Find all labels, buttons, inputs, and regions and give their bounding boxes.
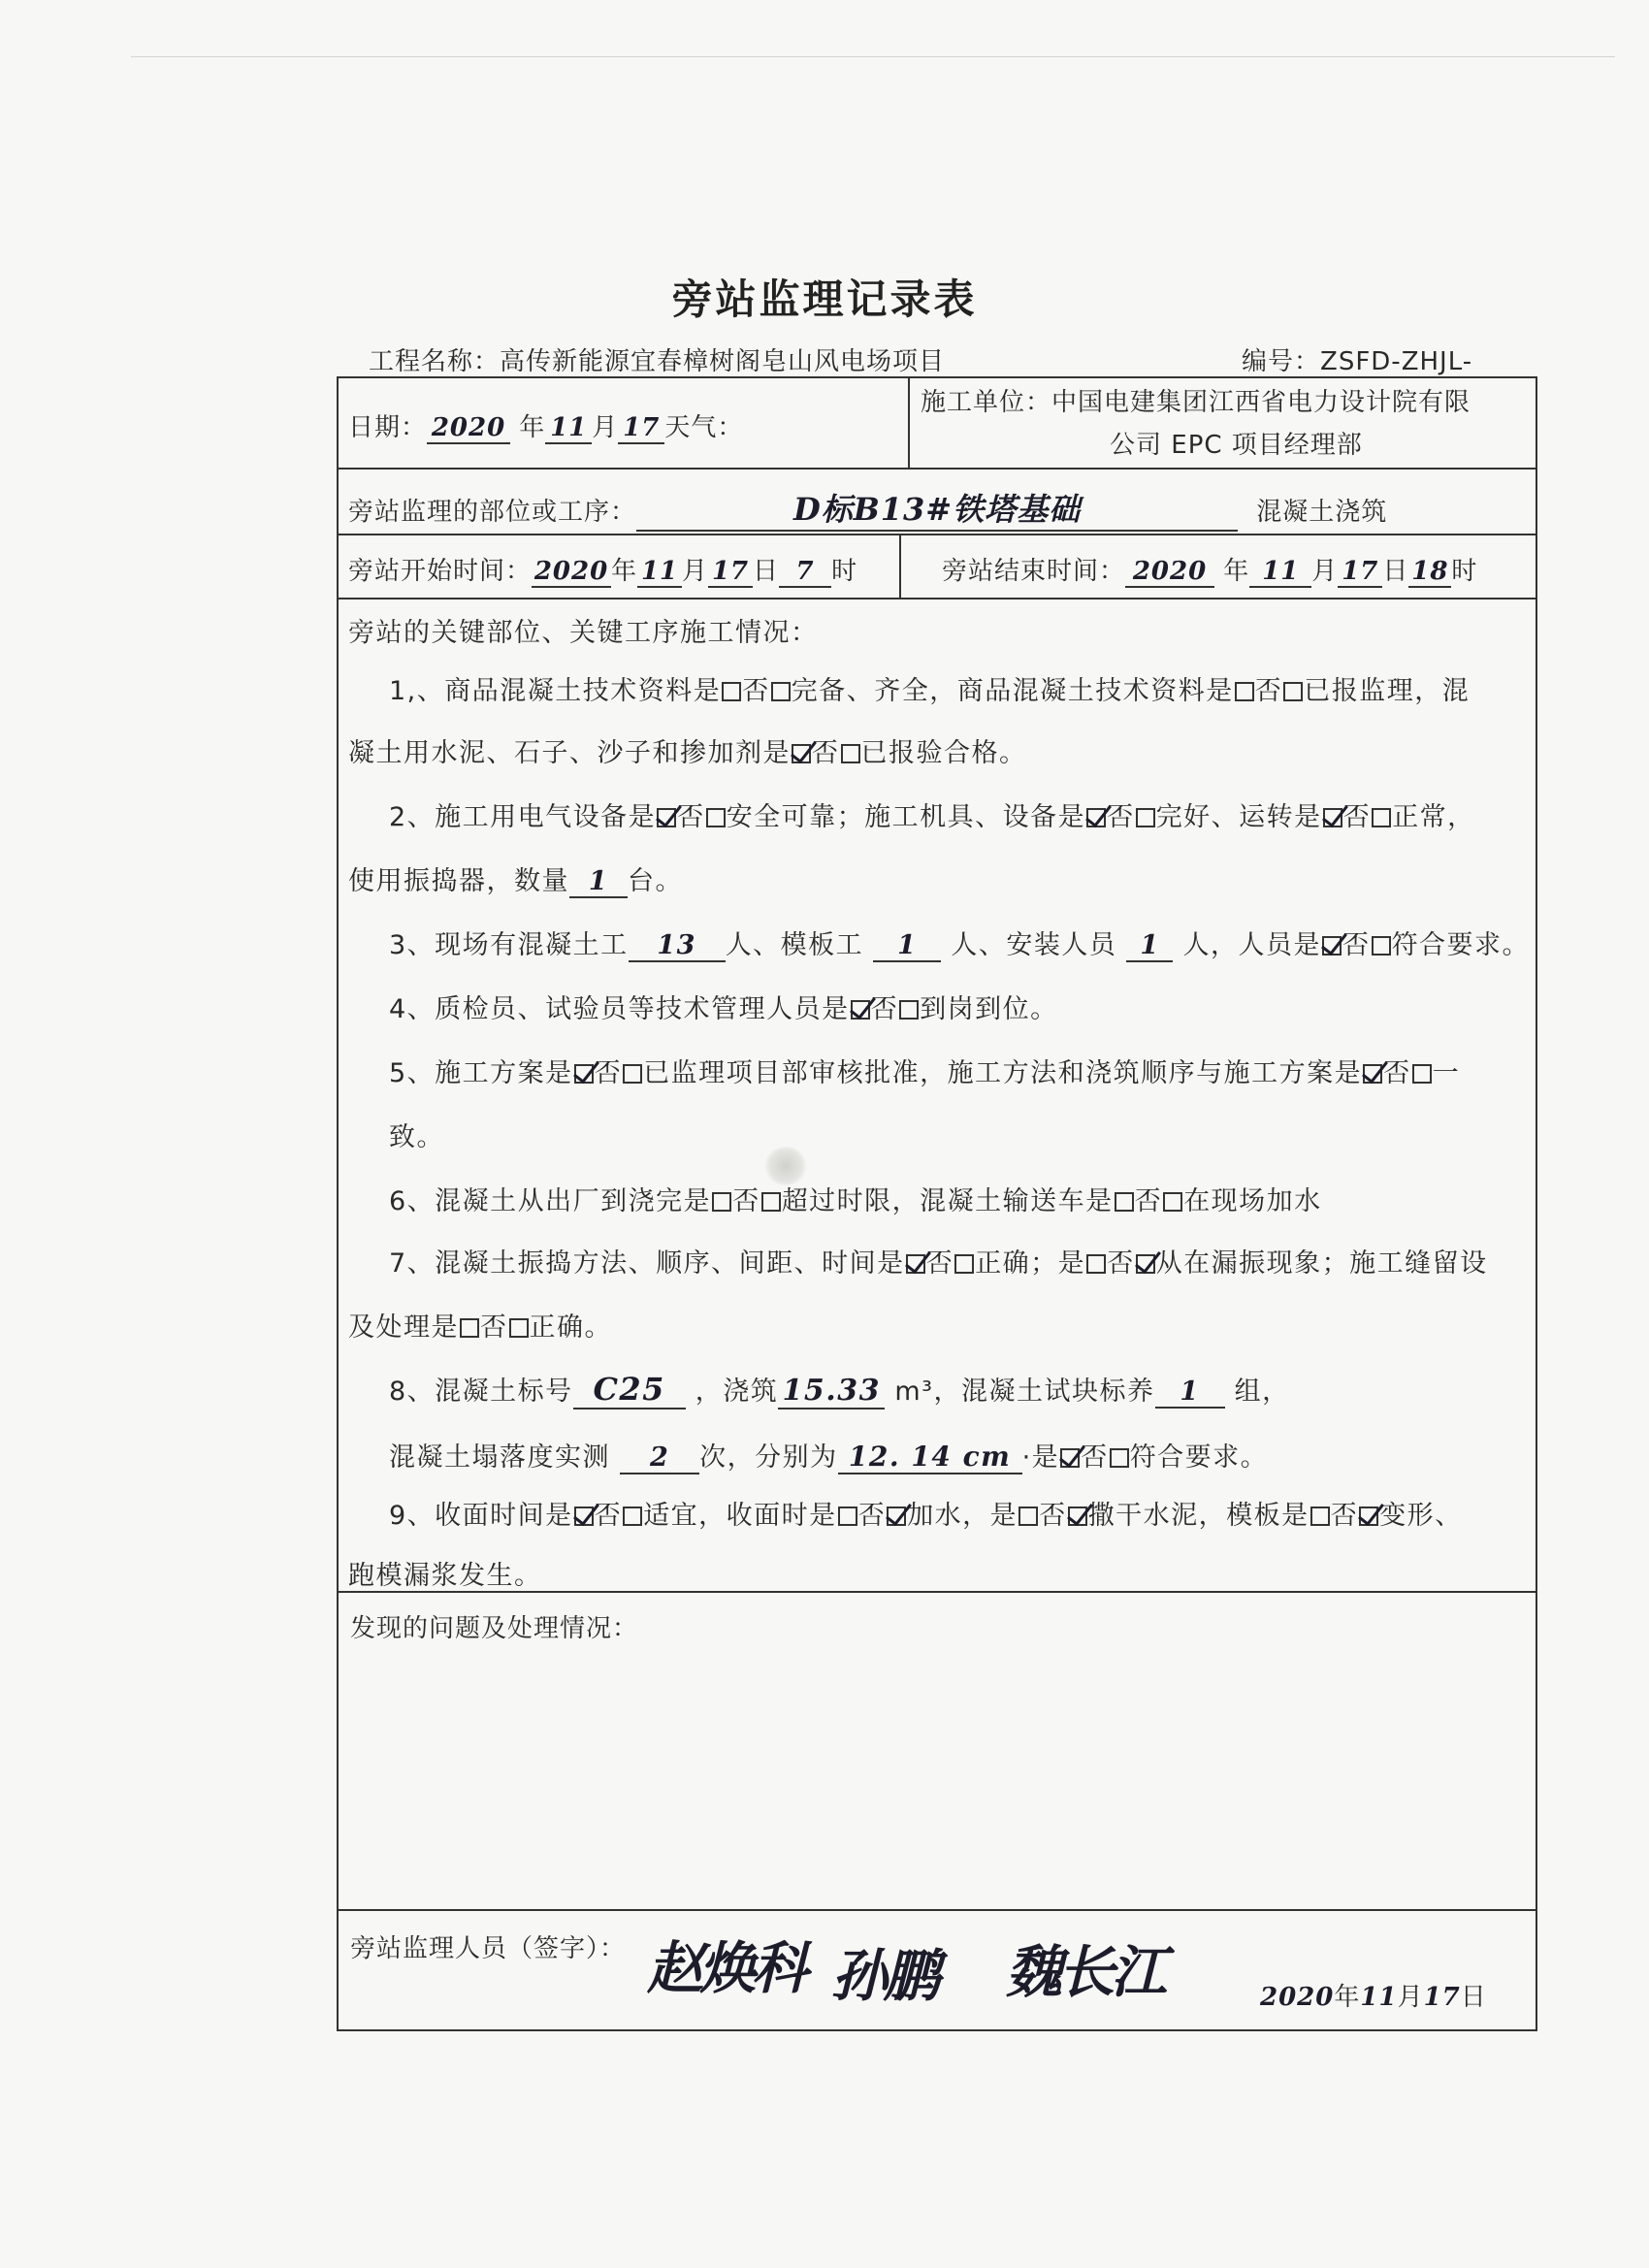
checkbox-unchecked [1136, 808, 1155, 827]
contractor-label: 施工单位： [921, 388, 1052, 417]
form-title: 旁站监理记录表 [671, 275, 978, 323]
checkbox-checked [906, 1254, 925, 1274]
date-label: 日期： [348, 413, 428, 442]
pour-volume: 15.33 [778, 1374, 885, 1409]
checkbox-unchecked [1086, 1254, 1106, 1274]
checkbox-unchecked [722, 682, 741, 701]
checkbox-checked [851, 1000, 870, 1020]
checkbox-unchecked [899, 1000, 919, 1020]
checkbox-checked [574, 1507, 594, 1526]
checkbox-unchecked [1163, 1192, 1182, 1212]
end-day: 17 [1338, 557, 1382, 588]
item-2-line-1: 2、施工用电气设备是 否 安全可靠；施工机具、设备是 否 完好、运转是 否 正常， [389, 802, 1475, 832]
end-hour: 18 [1408, 557, 1451, 588]
start-month: 11 [637, 557, 682, 588]
checkbox-checked [1359, 1507, 1378, 1526]
unit-hour: 时 [1451, 557, 1478, 586]
date-day: 17 [618, 413, 664, 444]
end-time-label: 旁站结束时间： [942, 557, 1126, 586]
code-label: 编号： [1242, 347, 1321, 376]
contractor-cell-line2 [1110, 425, 1363, 461]
checkbox-unchecked [509, 1318, 529, 1338]
checkbox-checked [1060, 1448, 1080, 1468]
unit-month: 月 [1311, 557, 1339, 586]
checkbox-checked [1323, 808, 1342, 827]
checkbox-unchecked [1235, 682, 1254, 701]
item-7-line-2: 及处理是 否 正确。 [348, 1312, 612, 1343]
signature-2: 孙鹏 [831, 1943, 937, 2009]
contractor-name-line2: 公司 EPC 项目经理部 [1110, 431, 1363, 460]
checkbox-unchecked [771, 682, 791, 701]
checkbox-checked [887, 1507, 906, 1526]
signature-1: 赵焕科 [647, 1935, 805, 2001]
item-8-line-2: 混凝土塌落度实测 2 次，分别为 12. 14 cm ·是 否 符合要求。 [389, 1441, 1269, 1473]
end-time-cell [942, 551, 1477, 588]
issues-label: 发现的问题及处理情况： [350, 1614, 639, 1643]
row-divider [339, 468, 1536, 470]
checkbox-checked [657, 808, 676, 827]
item-1-line-1: 1,、商品混凝土技术资料是 否 完备、齐全，商品混凝土技术资料是 否 已报监理，混 [389, 676, 1471, 706]
start-hour: 7 [779, 557, 831, 588]
checkbox-checked [574, 1064, 594, 1084]
item-7-line-1: 7、混凝土振捣方法、顺序、间距、时间是 否 正确；是 否 从在漏振现象；施工缝留设 [389, 1248, 1488, 1279]
end-year: 2020 [1125, 557, 1214, 588]
unit-month: 月 [682, 557, 709, 586]
start-year: 2020 [532, 557, 611, 588]
checkbox-checked [1322, 936, 1342, 956]
project-name-line [369, 341, 945, 377]
signature-date: 2020年11月17日 [1260, 1983, 1487, 2012]
col-divider [899, 534, 901, 598]
date-cell [348, 407, 743, 444]
unit-year: 年 [1223, 557, 1250, 586]
checkbox-unchecked [623, 1507, 642, 1526]
checkbox-unchecked [712, 1192, 731, 1212]
sig-date-month: 11 [1360, 1983, 1398, 2012]
item-5-line-1: 5、施工方案是 否 已监理项目部审核批准，施工方法和浇筑顺序与施工方案是 否 一 [389, 1058, 1461, 1088]
checkbox-unchecked [761, 1192, 781, 1212]
item-9-line-2: 跑模漏浆发生。 [348, 1561, 542, 1591]
unit-year: 年 [611, 557, 638, 586]
item-2-line-2: 使用振捣器，数量 1 台。 [348, 866, 683, 896]
installers: 1 [1126, 930, 1173, 962]
unit-day: 日 [1382, 557, 1409, 586]
project-label: 工程名称： [369, 347, 501, 376]
test-block-count: 1 [1155, 1377, 1225, 1409]
location-label: 旁站监理的部位或工序： [348, 498, 637, 527]
start-day: 17 [708, 557, 753, 588]
end-month: 11 [1249, 557, 1311, 588]
checkbox-unchecked [1372, 808, 1391, 827]
sig-date-day: 17 [1423, 1983, 1461, 2012]
item-1-line-2: 凝土用水泥、石子、沙子和掺加剂是 否 已报验合格。 [348, 738, 1027, 768]
checkbox-checked [1136, 1254, 1155, 1274]
row-divider [339, 534, 1536, 535]
checkbox-unchecked [954, 1254, 974, 1274]
project-name: 高传新能源宜春樟树阁皂山风电场项目 [500, 347, 946, 376]
scan-edge-line [131, 56, 1615, 57]
checkbox-checked [792, 744, 811, 763]
checkbox-unchecked [1115, 1192, 1134, 1212]
start-time-cell [348, 551, 857, 588]
date-year: 2020 [427, 413, 510, 444]
checkbox-unchecked [1412, 1064, 1432, 1084]
unit-day: 日 [753, 557, 780, 586]
process-value: 混凝土浇筑 [1256, 498, 1388, 527]
item-5-line-2: 致。 [389, 1122, 444, 1152]
month-unit: 月 [592, 413, 619, 442]
concrete-grade: C25 [573, 1371, 686, 1409]
situation-heading: 旁站的关键部位、关键工序施工情况： [348, 618, 819, 648]
signature-3: 魏长江 [1006, 1939, 1164, 2005]
contractor-cell [921, 382, 1471, 418]
checkbox-unchecked [841, 744, 860, 763]
signature-label: 旁站监理人员（签字）： [350, 1934, 627, 1963]
checkbox-unchecked [460, 1318, 479, 1338]
checkbox-unchecked [1372, 936, 1391, 956]
item-8-line-1: 8、混凝土标号 C25 ，浇筑 15.33 m³，混凝土试块标养 1 组， [389, 1371, 1290, 1408]
concrete-workers: 13 [629, 930, 726, 962]
checkbox-checked [1086, 808, 1106, 827]
formwork-workers: 1 [873, 930, 941, 962]
checkbox-unchecked [706, 808, 726, 827]
contractor-name-line1: 中国电建集团江西省电力设计院有限 [1051, 388, 1471, 417]
checkbox-unchecked [1310, 1507, 1330, 1526]
start-time-label: 旁站开始时间： [348, 557, 533, 586]
checkbox-unchecked [838, 1507, 857, 1526]
slump-values: 12. 14 cm [838, 1441, 1022, 1474]
location-value: D标B13#铁塔基础 [636, 485, 1238, 532]
checkbox-checked [1068, 1507, 1087, 1526]
location-cell [348, 485, 1387, 532]
date-month: 11 [545, 413, 592, 444]
year-unit: 年 [519, 413, 546, 442]
checkbox-unchecked [1018, 1507, 1038, 1526]
sig-date-year: 2020 [1260, 1983, 1335, 2012]
record-form [337, 376, 1537, 2031]
checkbox-unchecked [1283, 682, 1303, 701]
col-divider [908, 378, 910, 468]
weather-label: 天气： [664, 413, 744, 442]
vibrator-quantity: 1 [569, 866, 628, 898]
unit-hour: 时 [831, 557, 858, 586]
slump-test-times: 2 [620, 1442, 699, 1474]
item-6: 6、混凝土从出厂到浇完是 否 超过时限，混凝土输送车是 否 在现场加水 [389, 1186, 1322, 1216]
item-9-line-1: 9、收面时间是 否 适宜，收面时是 否 加水，是 否 撒干水泥，模板是 否 变形、 [389, 1501, 1463, 1531]
item-3: 3、现场有混凝土工 13 人、模板工 1 人、安装人员 1 人，人员是 否 符合要求。 [389, 930, 1531, 960]
code-value: ZSFD-ZHJL- [1320, 347, 1473, 376]
scan-stain [764, 1147, 807, 1185]
row-divider [339, 598, 1536, 599]
item-4: 4、质检员、试验员等技术管理人员是 否 到岗到位。 [389, 994, 1058, 1024]
record-code-line [1242, 341, 1472, 377]
row-divider [339, 1909, 1536, 1911]
checkbox-checked [1363, 1064, 1382, 1084]
checkbox-unchecked [623, 1064, 642, 1084]
checkbox-unchecked [1110, 1448, 1129, 1468]
